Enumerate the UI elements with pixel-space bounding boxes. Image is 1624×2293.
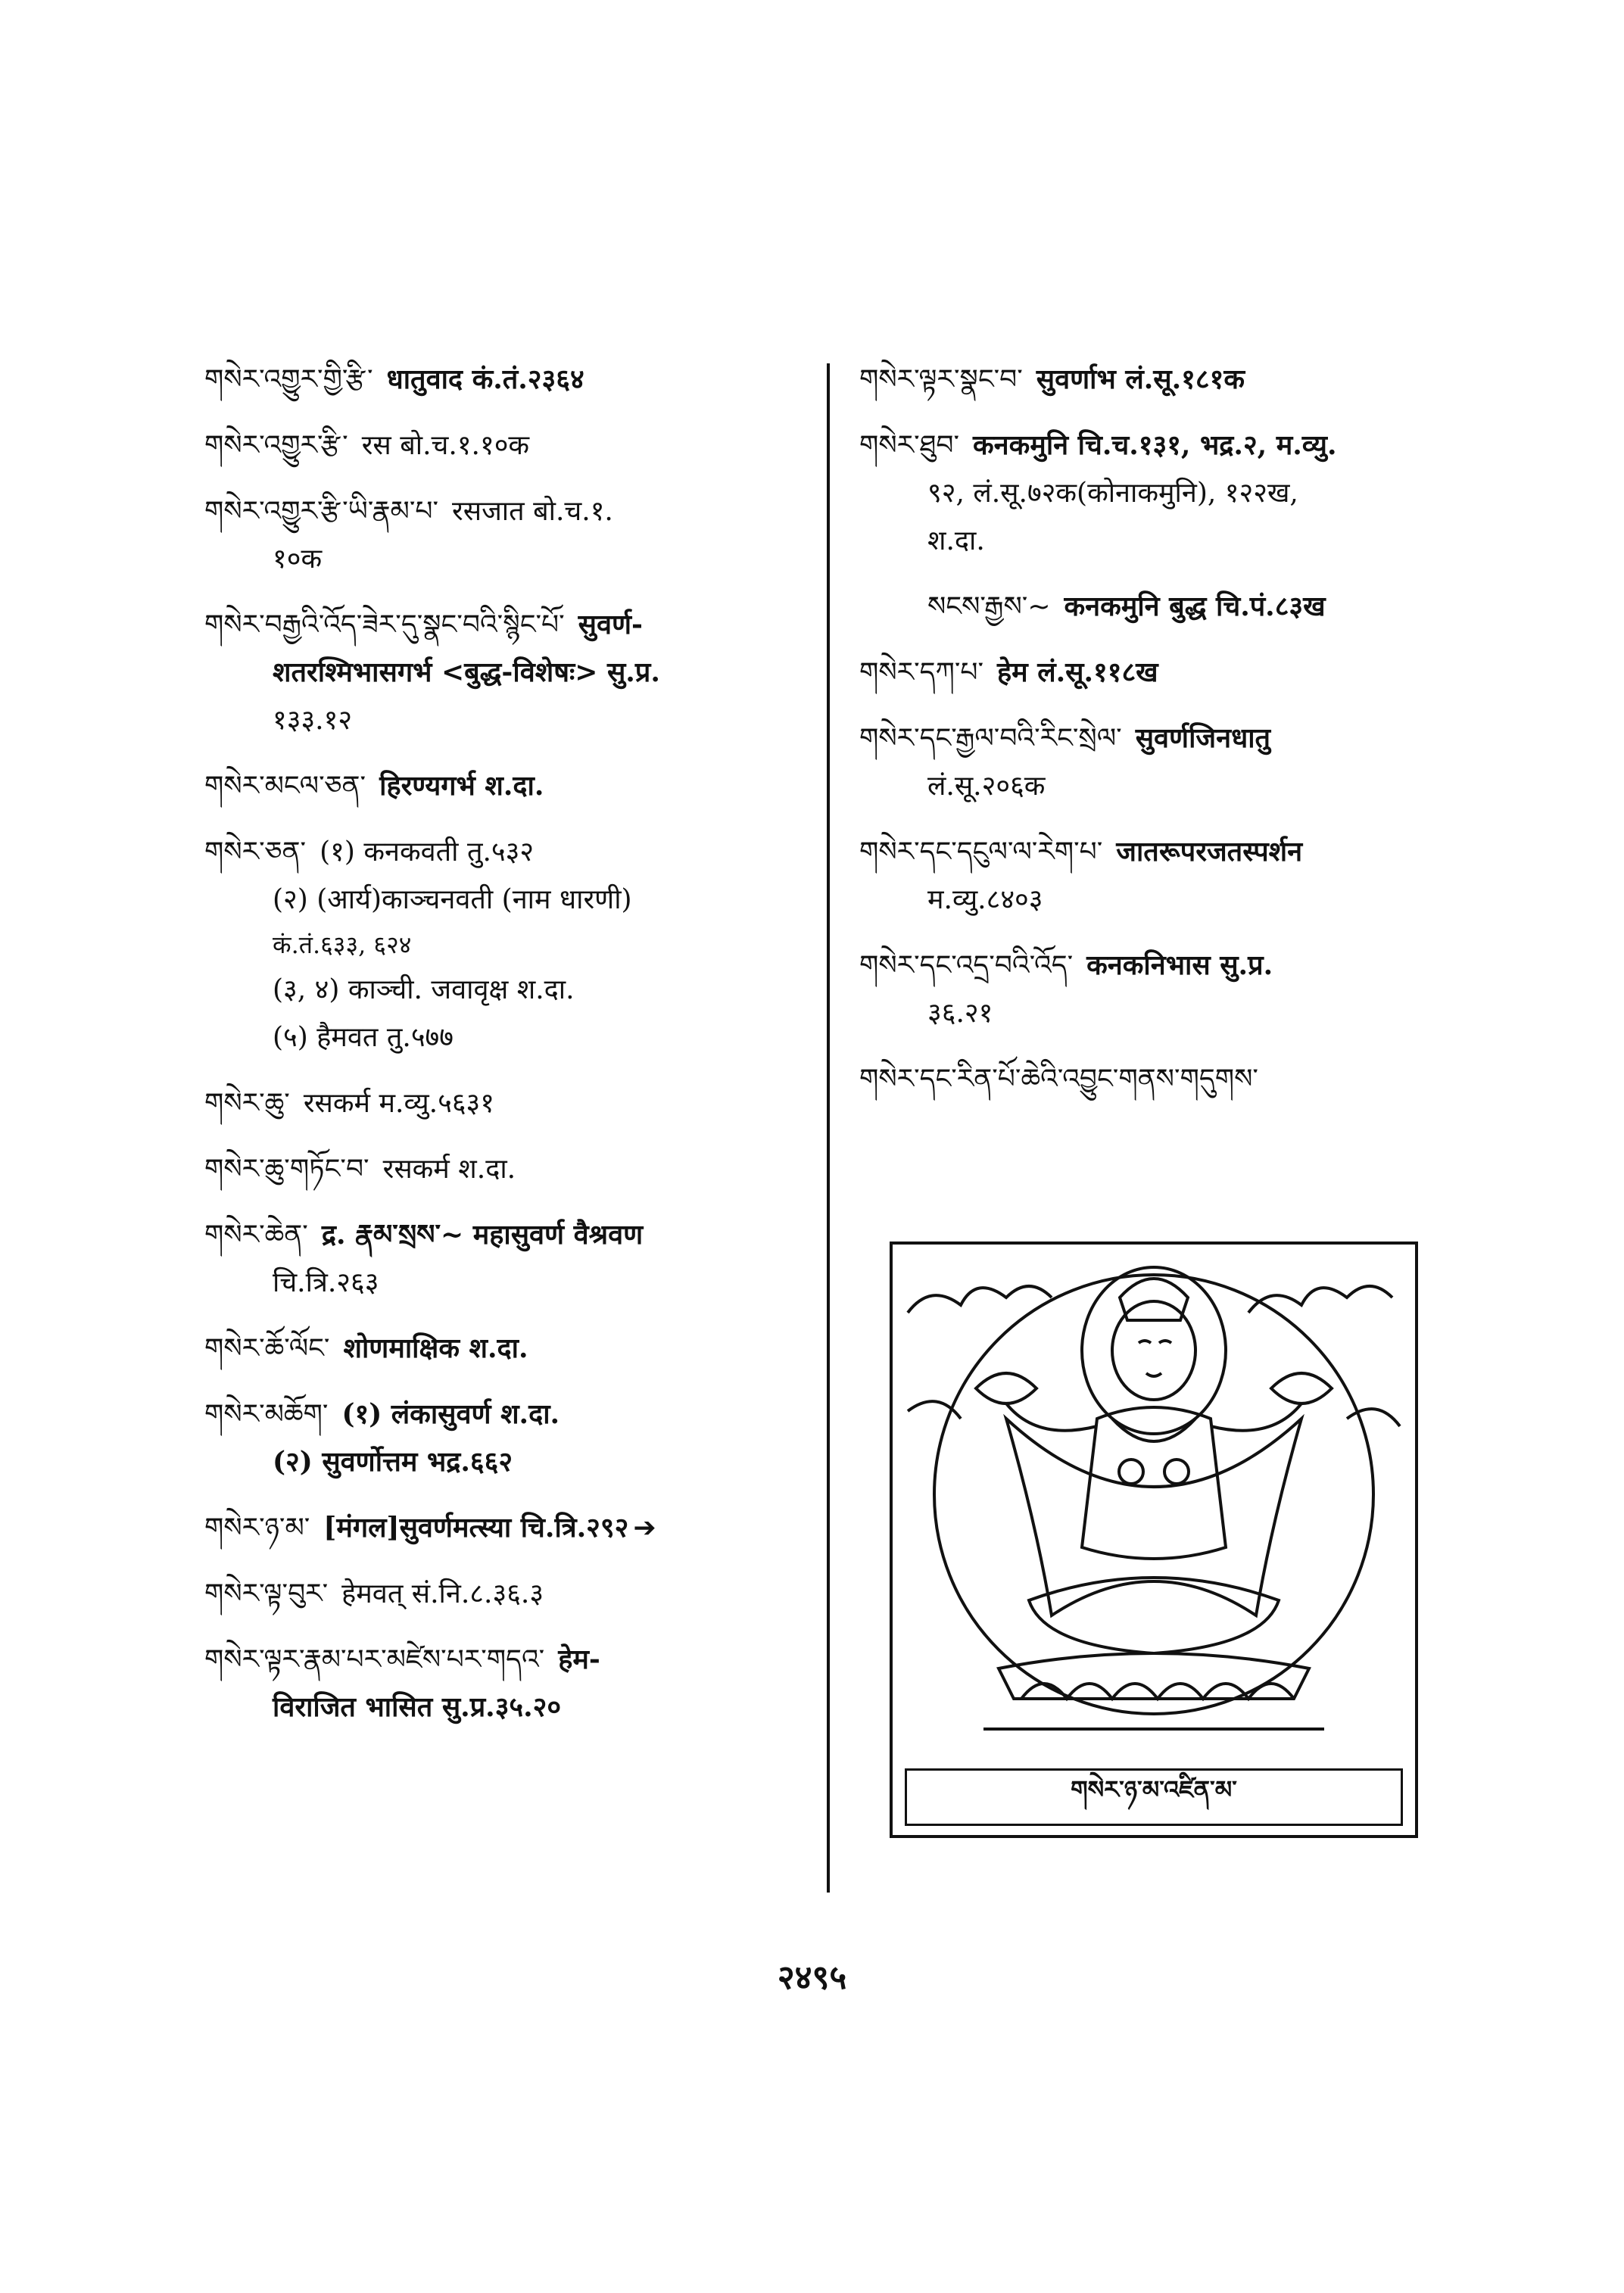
sub-sense: (३, ४) काञ्ची. जवावृक्ष श.दा. bbox=[273, 974, 575, 1005]
crown bbox=[1120, 1279, 1188, 1320]
entry-definition: जातरूपरजतस्पर्शन bbox=[1116, 836, 1303, 868]
dictionary-entry bbox=[204, 1570, 810, 1618]
dictionary-entry bbox=[204, 828, 810, 1061]
dictionary-entry bbox=[204, 1080, 810, 1127]
scarf bbox=[1006, 1419, 1301, 1615]
tibetan-headword: གསེར་ཉ་མ་ bbox=[204, 1513, 310, 1544]
dictionary-entry bbox=[859, 422, 1435, 565]
entry-continuation: चि.त्रि.२६३ bbox=[273, 1267, 379, 1298]
entry-definition: कनकमुनि चि.च.१३१, भद्र.२, म.व्यु. bbox=[973, 429, 1337, 461]
dictionary-entry bbox=[859, 715, 1435, 810]
entry-definition: द्र. རྣམ་སྲས་~ महासुवर्ण वैश्रवण bbox=[321, 1219, 644, 1251]
tibetan-headword: གསེར་ཐུབ་ bbox=[859, 430, 960, 461]
entry-continuation: ९२, लं.सू.७२क(कोनाकमुनि), १२२ख, bbox=[927, 478, 1298, 509]
tibetan-headword: གསེར་འགྱུར་རྩི་ཡི་རྣམ་པ་ bbox=[204, 496, 439, 527]
entry-continuation: ३६.२१ bbox=[927, 998, 993, 1029]
tibetan-headword: གསེར་བརྒྱའི་འོད་ཟེར་དུ་སྣང་བའི་སྙིང་པོ་ bbox=[204, 609, 565, 640]
entry-definition: कनकनिभास सु.प्र. bbox=[1086, 949, 1273, 981]
entry-continuation: श.दा. bbox=[927, 525, 985, 556]
tibetan-headword: གསེར་ཆོ་ལོང་ bbox=[204, 1333, 330, 1364]
body-halo bbox=[934, 1275, 1373, 1714]
figure-caption bbox=[905, 1768, 1403, 1826]
dictionary-entry bbox=[859, 356, 1435, 403]
entry-definition: सुवर्णाभ लं.सू.१८१क bbox=[1036, 363, 1245, 395]
tibetan-headword: གསེར་དང་དངུལ་ལ་རེག་པ་ bbox=[859, 837, 1103, 868]
right-arrow-icon: ➔ bbox=[633, 1513, 656, 1544]
dictionary-entry bbox=[859, 942, 1435, 1037]
dictionary-entry bbox=[859, 583, 1435, 631]
dictionary-entry bbox=[204, 1211, 810, 1307]
crossed-legs bbox=[1029, 1578, 1279, 1653]
fish-icon bbox=[1271, 1373, 1332, 1404]
fish-icon bbox=[976, 1373, 1036, 1404]
entry-definition: हेमवत् सं.नि.८.३६.३ bbox=[341, 1578, 544, 1609]
tibetan-headword: གསེར་ཆུ་ bbox=[204, 1088, 290, 1119]
entry-definition: रस बो.च.१.१०क bbox=[361, 430, 530, 461]
entry-definition: रसकर्म म.व्यु.५६३१ bbox=[303, 1088, 494, 1119]
cloud-right-lower bbox=[1347, 1409, 1400, 1426]
dictionary-entry bbox=[204, 762, 810, 810]
tibetan-headword: གསེར་མཆོག་ bbox=[204, 1399, 329, 1430]
dictionary-entry bbox=[204, 488, 810, 583]
left-column bbox=[204, 356, 810, 1749]
entry-continuation: विराजित भासित सु.प्र.३५.२० bbox=[273, 1691, 562, 1723]
left-arm bbox=[1006, 1404, 1097, 1431]
entry-definition: सुवर्ण- bbox=[578, 609, 643, 640]
torso bbox=[1082, 1407, 1226, 1559]
lotus-petals bbox=[1021, 1684, 1294, 1699]
entry-definition: [मंगल]सुवर्णमत्स्या चि.त्रि.२९२ bbox=[323, 1512, 629, 1544]
entry-continuation: १०क bbox=[273, 544, 323, 575]
sub-sense: (२) सुवर्णोत्तम भद्र.६६२ bbox=[273, 1446, 513, 1478]
ornament bbox=[1119, 1460, 1143, 1484]
dictionary-entry bbox=[204, 1636, 810, 1731]
sub-sense: कं.तं.६३३, ६२४ bbox=[273, 930, 412, 959]
tibetan-headword: གསེར་མངལ་ཅན་ bbox=[204, 771, 366, 802]
tibetan-headword: གསེར་ཅན་ bbox=[204, 837, 307, 868]
dictionary-entry bbox=[204, 1504, 810, 1552]
tibetan-headword: གསེར་ལྟ་བུར་ bbox=[204, 1578, 329, 1609]
eyes bbox=[1139, 1341, 1171, 1343]
entry-definition: धातुवाद कं.तं.२३६४ bbox=[386, 363, 584, 395]
entry-definition: रसजात बो.च.१. bbox=[452, 496, 613, 527]
mouth bbox=[1146, 1373, 1161, 1376]
sub-sense: (५) हैमवत तु.५७७ bbox=[273, 1022, 454, 1053]
entry-definition: हेम लं.सू.११८ख bbox=[997, 656, 1158, 688]
dictionary-entry bbox=[859, 828, 1435, 924]
dictionary-entry bbox=[204, 356, 810, 403]
tibetan-headword: གསེར་ལྟར་སྣང་བ་ bbox=[859, 364, 1023, 395]
tibetan-headword: གསེར་ལྟར་རྣམ་པར་མཛེས་པར་གདའ་ bbox=[204, 1644, 545, 1675]
entry-definition: कनकमुनि बुद्ध चि.पं.८३ख bbox=[1064, 590, 1326, 622]
tibetan-headword: སངས་རྒྱས་~ bbox=[927, 591, 1051, 622]
entry-definition: (१) लंकासुवर्ण श.दा. bbox=[341, 1398, 560, 1430]
entry-definition: रसकर्म श.दा. bbox=[382, 1154, 516, 1185]
dictionary-entry bbox=[204, 422, 810, 469]
deity-illustration bbox=[890, 1242, 1418, 1838]
entry-definition: हेम- bbox=[558, 1643, 600, 1675]
entry-definition: (१) कनकवती तु.५३२ bbox=[320, 837, 535, 868]
tibetan-headword: གསེར་དང་རྒྱལ་བའི་རིང་སྲེལ་ bbox=[859, 723, 1122, 754]
entry-definition: शोणमाक्षिक श.दा. bbox=[343, 1332, 528, 1364]
dictionary-entry bbox=[859, 1055, 1435, 1103]
deity-drawing bbox=[893, 1245, 1415, 1759]
entry-continuation: लं.सू.२०६क bbox=[927, 771, 1046, 802]
dictionary-entry bbox=[204, 1325, 810, 1372]
tibetan-headword: གསེར་དང་འདྲ་བའི་འོད་ bbox=[859, 950, 1074, 981]
dictionary-entry bbox=[204, 601, 810, 744]
entry-continuation: म.व्यु.८४०३ bbox=[927, 884, 1043, 915]
tibetan-headword: གསེར་འགྱུར་རྩི་ bbox=[204, 430, 348, 461]
page-number: २४९५ bbox=[777, 1958, 847, 1997]
column-divider bbox=[827, 363, 830, 1893]
tibetan-headword: གསེར་དཀ་པ་ bbox=[859, 657, 984, 688]
entry-definition: हिरण्यगर्भ श.दा. bbox=[379, 770, 544, 802]
tibetan-headword: གསེར་དང་རིན་པོ་ཆེའི་འབྱུང་གནས་གདུགས་ bbox=[859, 1064, 1258, 1095]
entry-continuation: शतरश्मिभासगर्भ <बुद्ध-विशेषः> सु.प्र. bbox=[273, 656, 660, 688]
sub-sense: (२) (आर्य)काञ्चनवती (नाम धारणी) bbox=[273, 884, 632, 915]
entry-continuation: १३३.१२ bbox=[273, 705, 353, 736]
face bbox=[1112, 1301, 1195, 1400]
caption-text: གསེར་ཉ་མ་འཛིན་མ་ bbox=[1071, 1775, 1237, 1804]
dictionary-entry bbox=[204, 1391, 810, 1486]
dictionary-entry bbox=[859, 649, 1435, 696]
tibetan-headword: གསེར་ཆེན་ bbox=[204, 1220, 308, 1251]
right-arm bbox=[1211, 1404, 1301, 1431]
tibetan-headword: གསེར་འགྱུར་གྱི་རྩི་ bbox=[204, 364, 373, 395]
necklace bbox=[1112, 1419, 1195, 1441]
dictionary-entry bbox=[204, 1145, 810, 1193]
tibetan-headword: གསེར་ཆུ་གཏོང་བ་ bbox=[204, 1154, 369, 1185]
entry-definition: सुवर्णजिनधातु bbox=[1135, 722, 1271, 754]
right-column bbox=[859, 356, 1435, 1121]
cloud-left bbox=[908, 1286, 1052, 1313]
ornament bbox=[1164, 1460, 1189, 1484]
